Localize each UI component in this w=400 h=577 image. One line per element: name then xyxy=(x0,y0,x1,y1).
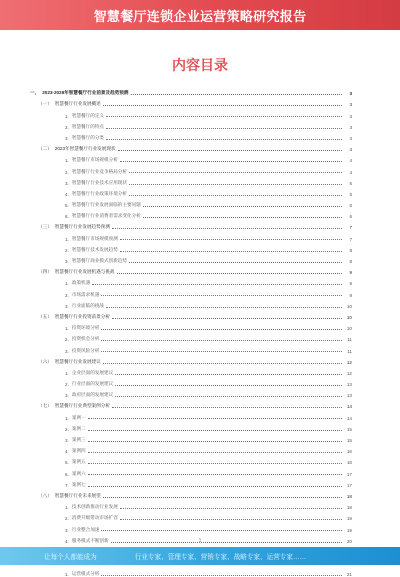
toc-dot-leader xyxy=(112,228,342,229)
toc-entry-number: 2. xyxy=(65,337,69,343)
toc-entry[interactable] xyxy=(30,163,352,174)
toc-entry[interactable] xyxy=(30,477,352,488)
toc-entry-page: 10 xyxy=(346,303,352,309)
toc-entry-title: 智慧餐厅技术发展趋势 xyxy=(71,246,118,252)
toc-entry-number: （四） xyxy=(38,269,52,275)
toc-entry-title: 智慧餐厅行业发展概述 xyxy=(54,101,101,107)
toc-entry-page: 12 xyxy=(346,359,352,365)
toc-entry-title: 案例四 xyxy=(71,448,86,454)
toc-entry-number: 一、 xyxy=(30,90,40,96)
toc-dot-leader xyxy=(88,441,342,442)
toc-entry-title: 智慧餐厅的定义 xyxy=(71,112,105,118)
toc-dot-leader xyxy=(88,486,342,487)
toc-entry-number: 3. xyxy=(65,303,69,309)
toc-entry[interactable] xyxy=(30,521,352,532)
toc-entry-number: 1. xyxy=(65,415,69,421)
toc-entry-title: 智慧餐厅行业未来展望 xyxy=(54,492,101,498)
toc-dot-leader xyxy=(120,508,342,509)
toc-entry[interactable] xyxy=(30,488,352,499)
toc-entry-number: 6. xyxy=(65,214,69,220)
toc-entry-page: 13 xyxy=(346,393,352,399)
toc-entry[interactable] xyxy=(30,130,352,141)
toc-entry-page: 3 xyxy=(349,135,352,141)
toc-entry-title: 智慧餐厅市场规模预测 xyxy=(71,235,118,241)
toc-entry-page: 7 xyxy=(349,225,352,231)
toc-entry-title: 案例二 xyxy=(71,425,86,431)
footer-slogan: 让每个人都能成为 xyxy=(44,554,97,561)
toc-dot-leader xyxy=(88,430,342,431)
toc-entry-page: 9 xyxy=(349,281,352,287)
toc-entry[interactable] xyxy=(30,264,352,275)
page-number: 1 xyxy=(198,538,202,544)
toc-entry[interactable] xyxy=(30,421,352,432)
toc-entry-page: 4 xyxy=(349,169,352,175)
toc-dot-leader xyxy=(129,195,342,196)
toc-entry[interactable] xyxy=(30,365,352,376)
toc-entry-title: 案例一 xyxy=(71,414,86,420)
toc-dot-leader xyxy=(106,307,342,308)
toc-dot-leader xyxy=(101,351,342,352)
toc-entry[interactable] xyxy=(30,331,352,342)
toc-entry[interactable] xyxy=(30,208,352,219)
toc-entry[interactable] xyxy=(30,510,352,521)
toc-entry-title: 智慧餐厅行业发展面临的主要问题 xyxy=(71,202,141,208)
toc-entry[interactable] xyxy=(30,443,352,454)
toc-entry[interactable] xyxy=(30,354,352,365)
toc-entry-title: 投资机会分析 xyxy=(71,336,100,342)
toc-entry-page: 18 xyxy=(346,493,352,499)
toc-entry[interactable] xyxy=(30,432,352,443)
toc-entry[interactable] xyxy=(30,141,352,152)
toc-entry-number: 3. xyxy=(65,438,69,443)
toc-entry-title: 案例三 xyxy=(71,437,86,442)
toc-entry[interactable] xyxy=(30,320,352,331)
toc-dot-leader xyxy=(117,273,342,274)
toc-dot-leader xyxy=(129,184,342,185)
toc-entry-number: （三） xyxy=(38,224,52,230)
toc-entry-number: （二） xyxy=(38,146,52,152)
toc-entry-number: 5. xyxy=(65,203,69,209)
toc-title: 内容目录 xyxy=(172,57,228,73)
footer-roles: 行业专家、管理专家、营销专家、战略专家、运营专家…… xyxy=(134,554,307,561)
toc-entry-page: 8 xyxy=(349,259,352,264)
toc-dot-leader xyxy=(106,128,342,129)
toc-entry-number: （七） xyxy=(38,403,52,409)
toc-entry[interactable] xyxy=(30,186,352,197)
toc-entry-number: 3. xyxy=(65,348,69,354)
toc-entry-page: 20 xyxy=(346,538,352,544)
toc-entry-number: 2. xyxy=(65,426,69,432)
toc-entry-title: 智慧餐厅行业投资前景分析 xyxy=(54,313,110,319)
toc-entry-page: 6 xyxy=(349,214,352,220)
toc-entry-number: 1. xyxy=(65,281,69,287)
toc-entry-page: 17 xyxy=(346,482,352,488)
toc-entry-number: 1. xyxy=(65,326,69,332)
toc-entry[interactable] xyxy=(30,275,352,286)
toc-entry-number: 1. xyxy=(65,505,69,511)
toc-entry-number: 2. xyxy=(65,124,69,130)
toc-entry-page: 14 xyxy=(346,415,352,421)
toc-entry-page: 10 xyxy=(346,326,352,332)
toc-entry[interactable] xyxy=(30,342,352,353)
toc-dot-leader xyxy=(101,575,342,576)
toc-entry-page: 3 xyxy=(349,124,352,130)
toc-dot-leader xyxy=(88,463,342,464)
toc-dot-leader xyxy=(103,363,342,364)
toc-entry-title: 智慧餐厅行业发展趋势预测 xyxy=(54,224,110,230)
toc-dot-leader xyxy=(103,105,342,106)
toc-entry-page: 3 xyxy=(349,91,352,97)
toc-entry[interactable] xyxy=(30,219,352,230)
toc-entry-page: 14 xyxy=(346,404,352,410)
toc-entry-title: 企业层面的发展建议 xyxy=(71,369,114,375)
toc-entry-page: 16 xyxy=(346,460,352,466)
toc-dot-leader xyxy=(101,340,342,341)
toc-entry-number: 7. xyxy=(65,482,69,488)
toc-dot-leader xyxy=(88,418,342,419)
toc-dot-leader xyxy=(106,116,342,117)
toc-entry-page: 3 xyxy=(349,102,352,108)
toc-dot-leader xyxy=(131,94,343,95)
toc-dot-leader xyxy=(129,172,342,173)
toc-entry[interactable] xyxy=(30,286,352,297)
toc-entry-page: 6 xyxy=(349,203,352,209)
toc-entry-page: 11 xyxy=(347,348,352,354)
toc-entry-number: 4. xyxy=(65,191,69,197)
toc-dot-leader xyxy=(112,407,342,408)
toc-entry[interactable] xyxy=(30,253,352,264)
toc-entry[interactable] xyxy=(30,230,352,241)
toc-entry-page: 15 xyxy=(346,426,352,432)
toc-entry-title: 市场需求机遇 xyxy=(71,291,100,297)
toc-entry-page: 4 xyxy=(349,147,352,153)
toc-entry-number: （一） xyxy=(38,101,52,107)
toc-entry-title: 投资风险分析 xyxy=(71,347,100,353)
toc-entry-number: 1. xyxy=(65,158,69,164)
toc-entry-number: 2. xyxy=(65,382,69,388)
toc-entry-page: 11 xyxy=(347,337,352,343)
toc-entry-number: 3. xyxy=(65,393,69,399)
toc-entry-title: 智慧餐厅行业发展机遇与挑战 xyxy=(54,269,115,275)
toc-entry-title: 智慧餐厅行业竞争格局分析 xyxy=(71,168,127,174)
toc-entry-title: 智慧餐厅的特点 xyxy=(71,123,105,129)
toc-dot-leader xyxy=(129,262,342,263)
toc-entry[interactable] xyxy=(30,499,352,510)
toc-entry-page: 16 xyxy=(346,449,352,455)
toc-entry-page: 9 xyxy=(349,270,352,276)
toc-dot-leader xyxy=(115,396,342,397)
toc-dot-leader xyxy=(120,519,342,520)
toc-entry-page: 9 xyxy=(349,292,352,298)
toc-entry-number: （五） xyxy=(38,313,52,319)
toc-entry-title: 政府层面的发展建议 xyxy=(71,392,114,398)
footer-banner xyxy=(0,547,400,565)
toc-entry-number: 5. xyxy=(65,460,69,466)
toc-entry-title: 政策机遇 xyxy=(71,280,91,286)
toc-dot-leader xyxy=(120,161,342,162)
toc-entry-title: 行业层面的发展建议 xyxy=(71,381,114,387)
toc-dot-leader xyxy=(106,139,342,140)
toc-entry-title: 服务模式不断创新 xyxy=(71,537,109,543)
toc-entry-number: 3. xyxy=(65,259,69,264)
toc-entry-page: 4 xyxy=(349,158,352,164)
toc-entry-number: 2. xyxy=(65,292,69,298)
toc-entry-title: 智慧餐厅行业技术应用现状 xyxy=(71,179,127,185)
toc-entry-number: 1. xyxy=(65,113,69,119)
toc-dot-leader xyxy=(101,329,342,330)
toc-entry[interactable] xyxy=(30,398,352,409)
toc-entry[interactable] xyxy=(30,197,352,208)
toc-entry-title: 智慧餐厅行业消费者需求变化分析 xyxy=(71,213,141,219)
toc-entry-number: 2. xyxy=(65,169,69,175)
toc-entry-page: 5 xyxy=(349,180,352,186)
toc-entry-page: 10 xyxy=(346,314,352,320)
toc-dot-leader xyxy=(101,295,342,296)
toc-entry[interactable] xyxy=(30,85,352,96)
toc-entry-number: 3. xyxy=(65,527,69,533)
toc-entry-title: 技术创新推动行业发展 xyxy=(71,504,118,510)
toc-entry-number: （八） xyxy=(38,492,52,498)
toc-entry-page: 13 xyxy=(346,382,352,388)
toc-dot-leader xyxy=(88,474,342,475)
report-title: 智慧餐厅连锁企业运营策略研究报告 xyxy=(93,8,307,24)
toc-entry-page: 7 xyxy=(349,236,352,242)
toc-entry-title: 智慧餐厅商业模式创新趋势 xyxy=(71,258,127,263)
toc-entry-title: 运营模式分析 xyxy=(71,571,100,577)
toc-entry-number: 4. xyxy=(65,538,69,544)
toc-dot-leader xyxy=(115,374,342,375)
toc-entry-title: 智慧餐厅行业政策环境分析 xyxy=(71,190,127,196)
toc-entry-number: 1. xyxy=(65,572,69,577)
toc-entry-page: 3 xyxy=(349,113,352,119)
toc-entry-page: 5 xyxy=(349,191,352,197)
toc-entry[interactable] xyxy=(30,387,352,398)
toc-entry[interactable] xyxy=(30,465,352,476)
toc-entry-number: （六） xyxy=(38,358,52,364)
toc-entry-title: 智慧餐厅行业发展建议 xyxy=(54,358,101,364)
toc-entry[interactable] xyxy=(30,119,352,130)
toc-entry-number: 2. xyxy=(65,516,69,522)
toc-dot-leader xyxy=(143,217,342,218)
toc-entry-number: 2. xyxy=(65,247,69,253)
toc-entry-number: 1. xyxy=(65,236,69,242)
toc-entry-title: 案例六 xyxy=(71,470,86,476)
toc-dot-leader xyxy=(101,530,342,531)
toc-entry-title: 行业面临的挑战 xyxy=(71,302,105,308)
toc-entry[interactable] xyxy=(30,566,352,577)
toc-entry[interactable] xyxy=(30,152,352,163)
toc-dot-leader xyxy=(103,497,342,498)
toc-entry-title: 2023-2028年智慧餐厅行业前景及趋势预测 xyxy=(42,90,129,96)
toc-entry[interactable] xyxy=(30,96,352,107)
toc-entry[interactable] xyxy=(30,298,352,309)
toc-entry-title: 行业整合加速 xyxy=(71,526,100,532)
toc-entry-page: 12 xyxy=(346,370,352,376)
toc-entry-title: 案例七 xyxy=(71,481,86,487)
toc-entry-number: 3. xyxy=(65,135,69,141)
toc-entry[interactable] xyxy=(30,409,352,420)
toc-entry-title: 智慧餐厅行业典型案例分析 xyxy=(54,403,110,409)
toc-entry-title: 2023年智慧餐厅行业发展现状 xyxy=(54,146,116,152)
toc-dot-leader xyxy=(115,385,342,386)
toc-entry-title: 智慧餐厅市场规模分析 xyxy=(71,157,118,163)
toc-entry-title: 投资环境分析 xyxy=(71,325,100,331)
toc-entry-page: 15 xyxy=(346,438,352,443)
toc-entry[interactable] xyxy=(30,454,352,465)
toc-entry-page: 19 xyxy=(346,516,352,522)
toc-entry-number: 1. xyxy=(65,370,69,376)
toc-dot-leader xyxy=(88,452,342,453)
toc-entry-title: 消费升级带动市场扩容 xyxy=(71,515,118,521)
toc-entry-page: 17 xyxy=(346,471,352,477)
toc-entry[interactable] xyxy=(30,242,352,253)
toc-entry-title: 案例五 xyxy=(71,459,86,465)
toc-entry-title: 智慧餐厅的分类 xyxy=(71,134,105,140)
toc-entry-page: 21 xyxy=(346,572,352,577)
toc-entry[interactable] xyxy=(30,376,352,387)
toc-entry[interactable] xyxy=(30,309,352,320)
toc-entry-number: 4. xyxy=(65,449,69,455)
toc-entry-page: 18 xyxy=(346,505,352,511)
toc-dot-leader xyxy=(120,239,342,240)
toc-entry-page: 19 xyxy=(346,527,352,533)
toc-entry-page: 8 xyxy=(349,247,352,253)
toc-entry-number: 6. xyxy=(65,471,69,477)
toc-dot-leader xyxy=(112,318,342,319)
top-banner xyxy=(0,0,400,30)
toc-entry[interactable] xyxy=(30,175,352,186)
toc-entry[interactable] xyxy=(30,107,352,118)
toc-dot-leader xyxy=(143,206,342,207)
toc-dot-leader xyxy=(120,251,342,252)
toc-dot-leader xyxy=(118,150,342,151)
toc-dot-leader xyxy=(92,284,342,285)
toc-entry-number: 3. xyxy=(65,180,69,186)
toc-list xyxy=(30,85,352,577)
